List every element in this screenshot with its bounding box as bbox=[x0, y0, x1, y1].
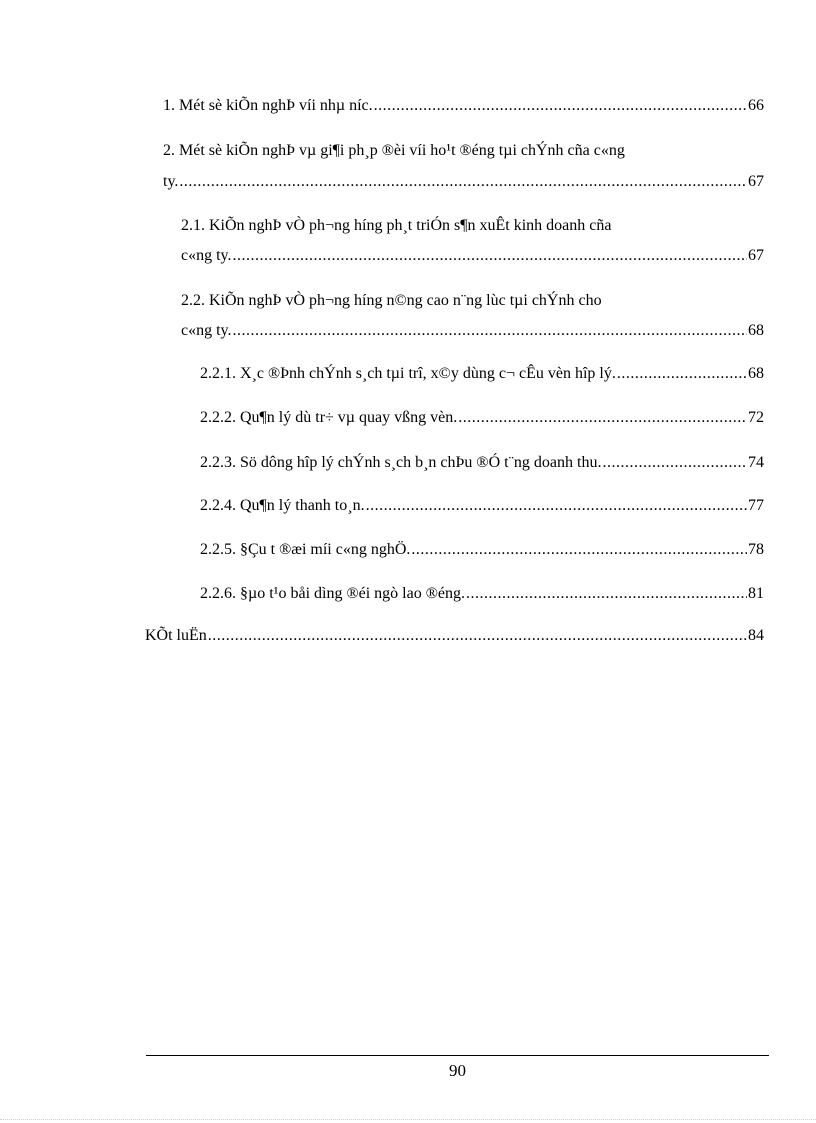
toc-page-number: 68 bbox=[748, 365, 764, 382]
toc-entry[interactable] bbox=[163, 141, 764, 161]
toc-page-number: 84 bbox=[748, 627, 764, 644]
toc-entry[interactable] bbox=[181, 216, 764, 236]
toc-entry-text: 1. Mét sè kiÕn nghÞ víi nhµ níc. bbox=[163, 97, 373, 114]
toc-entry-text: ty. bbox=[163, 173, 179, 190]
toc-page-number: 74 bbox=[748, 454, 764, 471]
toc-entry-text: c«ng ty. bbox=[181, 322, 232, 339]
toc-entry[interactable] bbox=[200, 496, 764, 516]
toc-entry[interactable] bbox=[200, 408, 764, 428]
toc-leader bbox=[458, 408, 747, 428]
toc-leader bbox=[208, 626, 747, 646]
toc-entry-text: 2.2.5. §Çu t ®æi míi c«ng nghÖ. bbox=[200, 541, 411, 558]
toc-entry-continuation[interactable] bbox=[181, 246, 764, 266]
toc-entry[interactable] bbox=[200, 540, 764, 560]
toc-entry-text: 2.2.1. X¸c ®Þnh chÝnh s¸ch tµi trî, x©y dùng c¬ cÊu vèn hîp lý. bbox=[200, 365, 616, 382]
toc-entry-text: 2. Mét sè kiÕn nghÞ vµ gi¶i ph¸p ®èi víi ho¹t ®éng tµi chÝnh cña c«ng bbox=[163, 142, 625, 159]
toc-leader bbox=[179, 172, 747, 192]
toc-page-number: 81 bbox=[748, 585, 764, 602]
toc-page-number: 66 bbox=[748, 97, 764, 114]
toc-leader bbox=[366, 496, 747, 516]
toc-page-number: 67 bbox=[748, 247, 764, 264]
toc-leader bbox=[233, 321, 747, 341]
toc-page-number: 67 bbox=[748, 173, 764, 190]
toc-entry[interactable] bbox=[200, 364, 764, 384]
toc-leader bbox=[602, 453, 747, 473]
toc-page-number: 78 bbox=[748, 541, 764, 558]
toc-leader bbox=[466, 584, 747, 604]
toc-leader bbox=[233, 246, 747, 266]
footer-page-number: 90 bbox=[449, 1061, 466, 1080]
toc-entry[interactable] bbox=[145, 626, 764, 646]
toc-entry[interactable] bbox=[200, 453, 764, 473]
toc-page-number: 68 bbox=[748, 322, 764, 339]
toc-entry-text: KÕt luËn bbox=[145, 627, 207, 644]
toc-entry-text: 2.2.2. Qu¶n lý dù tr÷ vµ quay vßng vèn. bbox=[200, 409, 458, 426]
footer-divider bbox=[146, 1055, 769, 1056]
page-bottom-edge bbox=[0, 1119, 816, 1120]
toc-entry-text: 2.2.4. Qu¶n lý thanh to¸n. bbox=[200, 497, 365, 514]
toc-entry[interactable] bbox=[163, 96, 764, 116]
toc-entry[interactable] bbox=[181, 291, 764, 311]
toc-leader bbox=[411, 540, 747, 560]
toc-entry-text: 2.2.3. Sö dông hîp lý chÝnh s¸ch b¸n chÞu ®Ó t¨ng doanh thu. bbox=[200, 454, 602, 471]
toc-page-number: 77 bbox=[748, 497, 764, 514]
toc-entry-text: 2.2.6. §µo t¹o båi dìng ®éi ngò lao ®éng. bbox=[200, 585, 465, 602]
toc-entry-text: c«ng ty. bbox=[181, 247, 232, 264]
toc-entry-continuation[interactable] bbox=[163, 172, 764, 192]
toc-entry[interactable] bbox=[200, 584, 764, 604]
toc-page-number: 72 bbox=[748, 409, 764, 426]
toc-entry-continuation[interactable] bbox=[181, 321, 764, 341]
toc-entry-text: 2.2. KiÕn nghÞ vÒ ph¬ng híng n©ng cao n¨ng lùc tµi chÝnh cho bbox=[181, 292, 602, 309]
toc-leader bbox=[374, 96, 747, 116]
toc-entry-text: 2.1. KiÕn nghÞ vÒ ph¬ng híng ph¸t triÓn s¶n xuÊt kinh doanh cña bbox=[181, 217, 612, 234]
toc-leader bbox=[617, 364, 747, 384]
